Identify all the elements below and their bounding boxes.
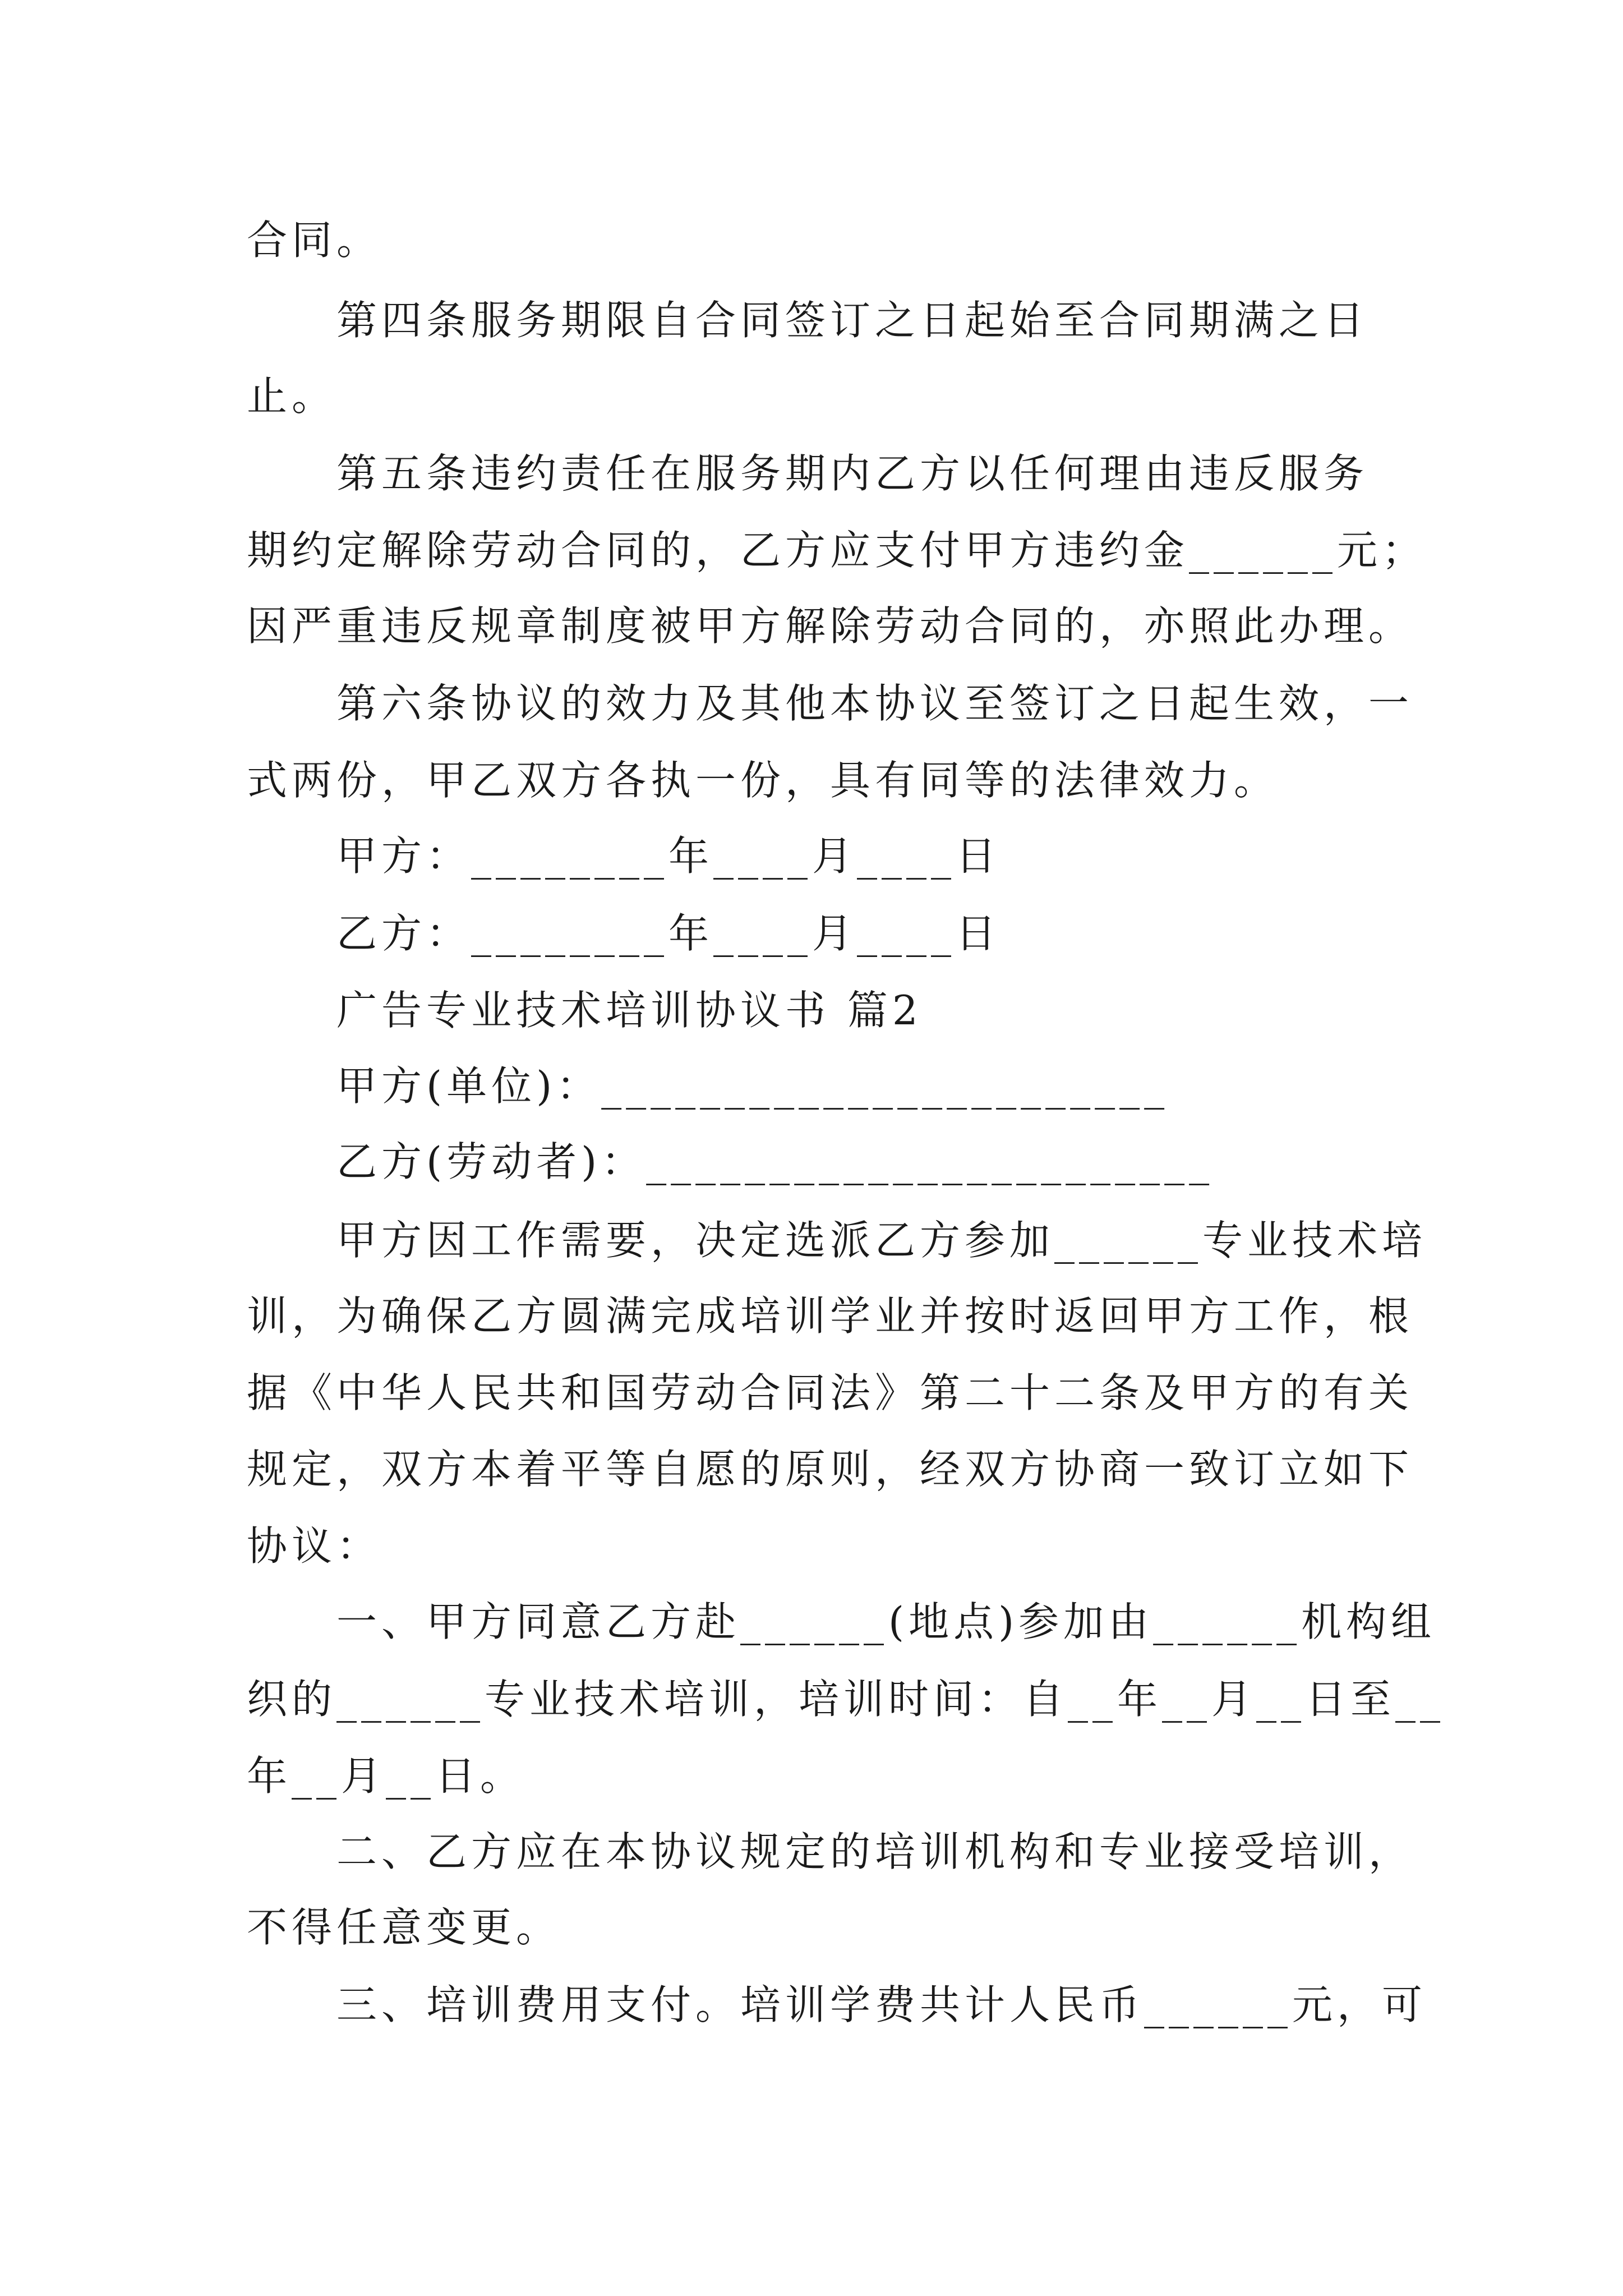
text-line: 据《中华人民共和国劳动合同法》第二十二条及甲方的有关 [247,1369,1414,1416]
party-a-field: 甲方(单位)：_______________________ [336,1062,1169,1110]
text-line: 止。 [247,372,337,420]
text-line: 甲方因工作需要，决定选派乙方参加______专业技术培 [336,1217,1427,1264]
text-line: 年__月__日。 [247,1752,525,1800]
text-line: 协议： [247,1522,382,1570]
section-heading: 广告专业技术培训协议书 篇2 [336,987,923,1034]
text-line: 不得任意变更。 [247,1904,561,1951]
text-line: 第五条违约责任在服务期内乙方以任何理由违反服务 [336,450,1369,497]
text-line: 一、甲方同意乙方赴______(地点)参加由______机构组 [336,1598,1436,1645]
signature-line-party-b: 乙方：________年____月____日 [336,910,1001,957]
text-line: 合同。 [247,217,382,264]
text-line: 因严重违反规章制度被甲方解除劳动合同的，亦照此办理。 [247,602,1414,650]
text-line: 训，为确保乙方圆满完成培训学业并按时返回甲方工作，根 [247,1292,1414,1340]
text-line: 规定，双方本着平等自愿的原则，经双方协商一致订立如下 [247,1446,1414,1493]
text-line: 第六条协议的效力及其他本协议至签订之日起生效，一 [336,680,1414,727]
text-line: 织的______专业技术培训，培训时间：自__年__月__日至__ [247,1676,1445,1723]
text-line: 期约定解除劳动合同的，乙方应支付甲方违约金______元； [247,527,1427,574]
text-line: 三、培训费用支付。培训学费共计人民币______元，可 [336,1981,1427,2028]
text-line: 二、乙方应在本协议规定的培训机构和专业接受培训， [336,1828,1414,1875]
party-b-field: 乙方(劳动者)：_______________________ [336,1138,1214,1185]
text-line: 式两份，甲乙双方各执一份，具有同等的法律效力。 [247,757,1279,804]
text-line: 第四条服务期限自合同签订之日起始至合同期满之日 [336,297,1369,344]
signature-line-party-a: 甲方：________年____月____日 [336,832,1001,880]
